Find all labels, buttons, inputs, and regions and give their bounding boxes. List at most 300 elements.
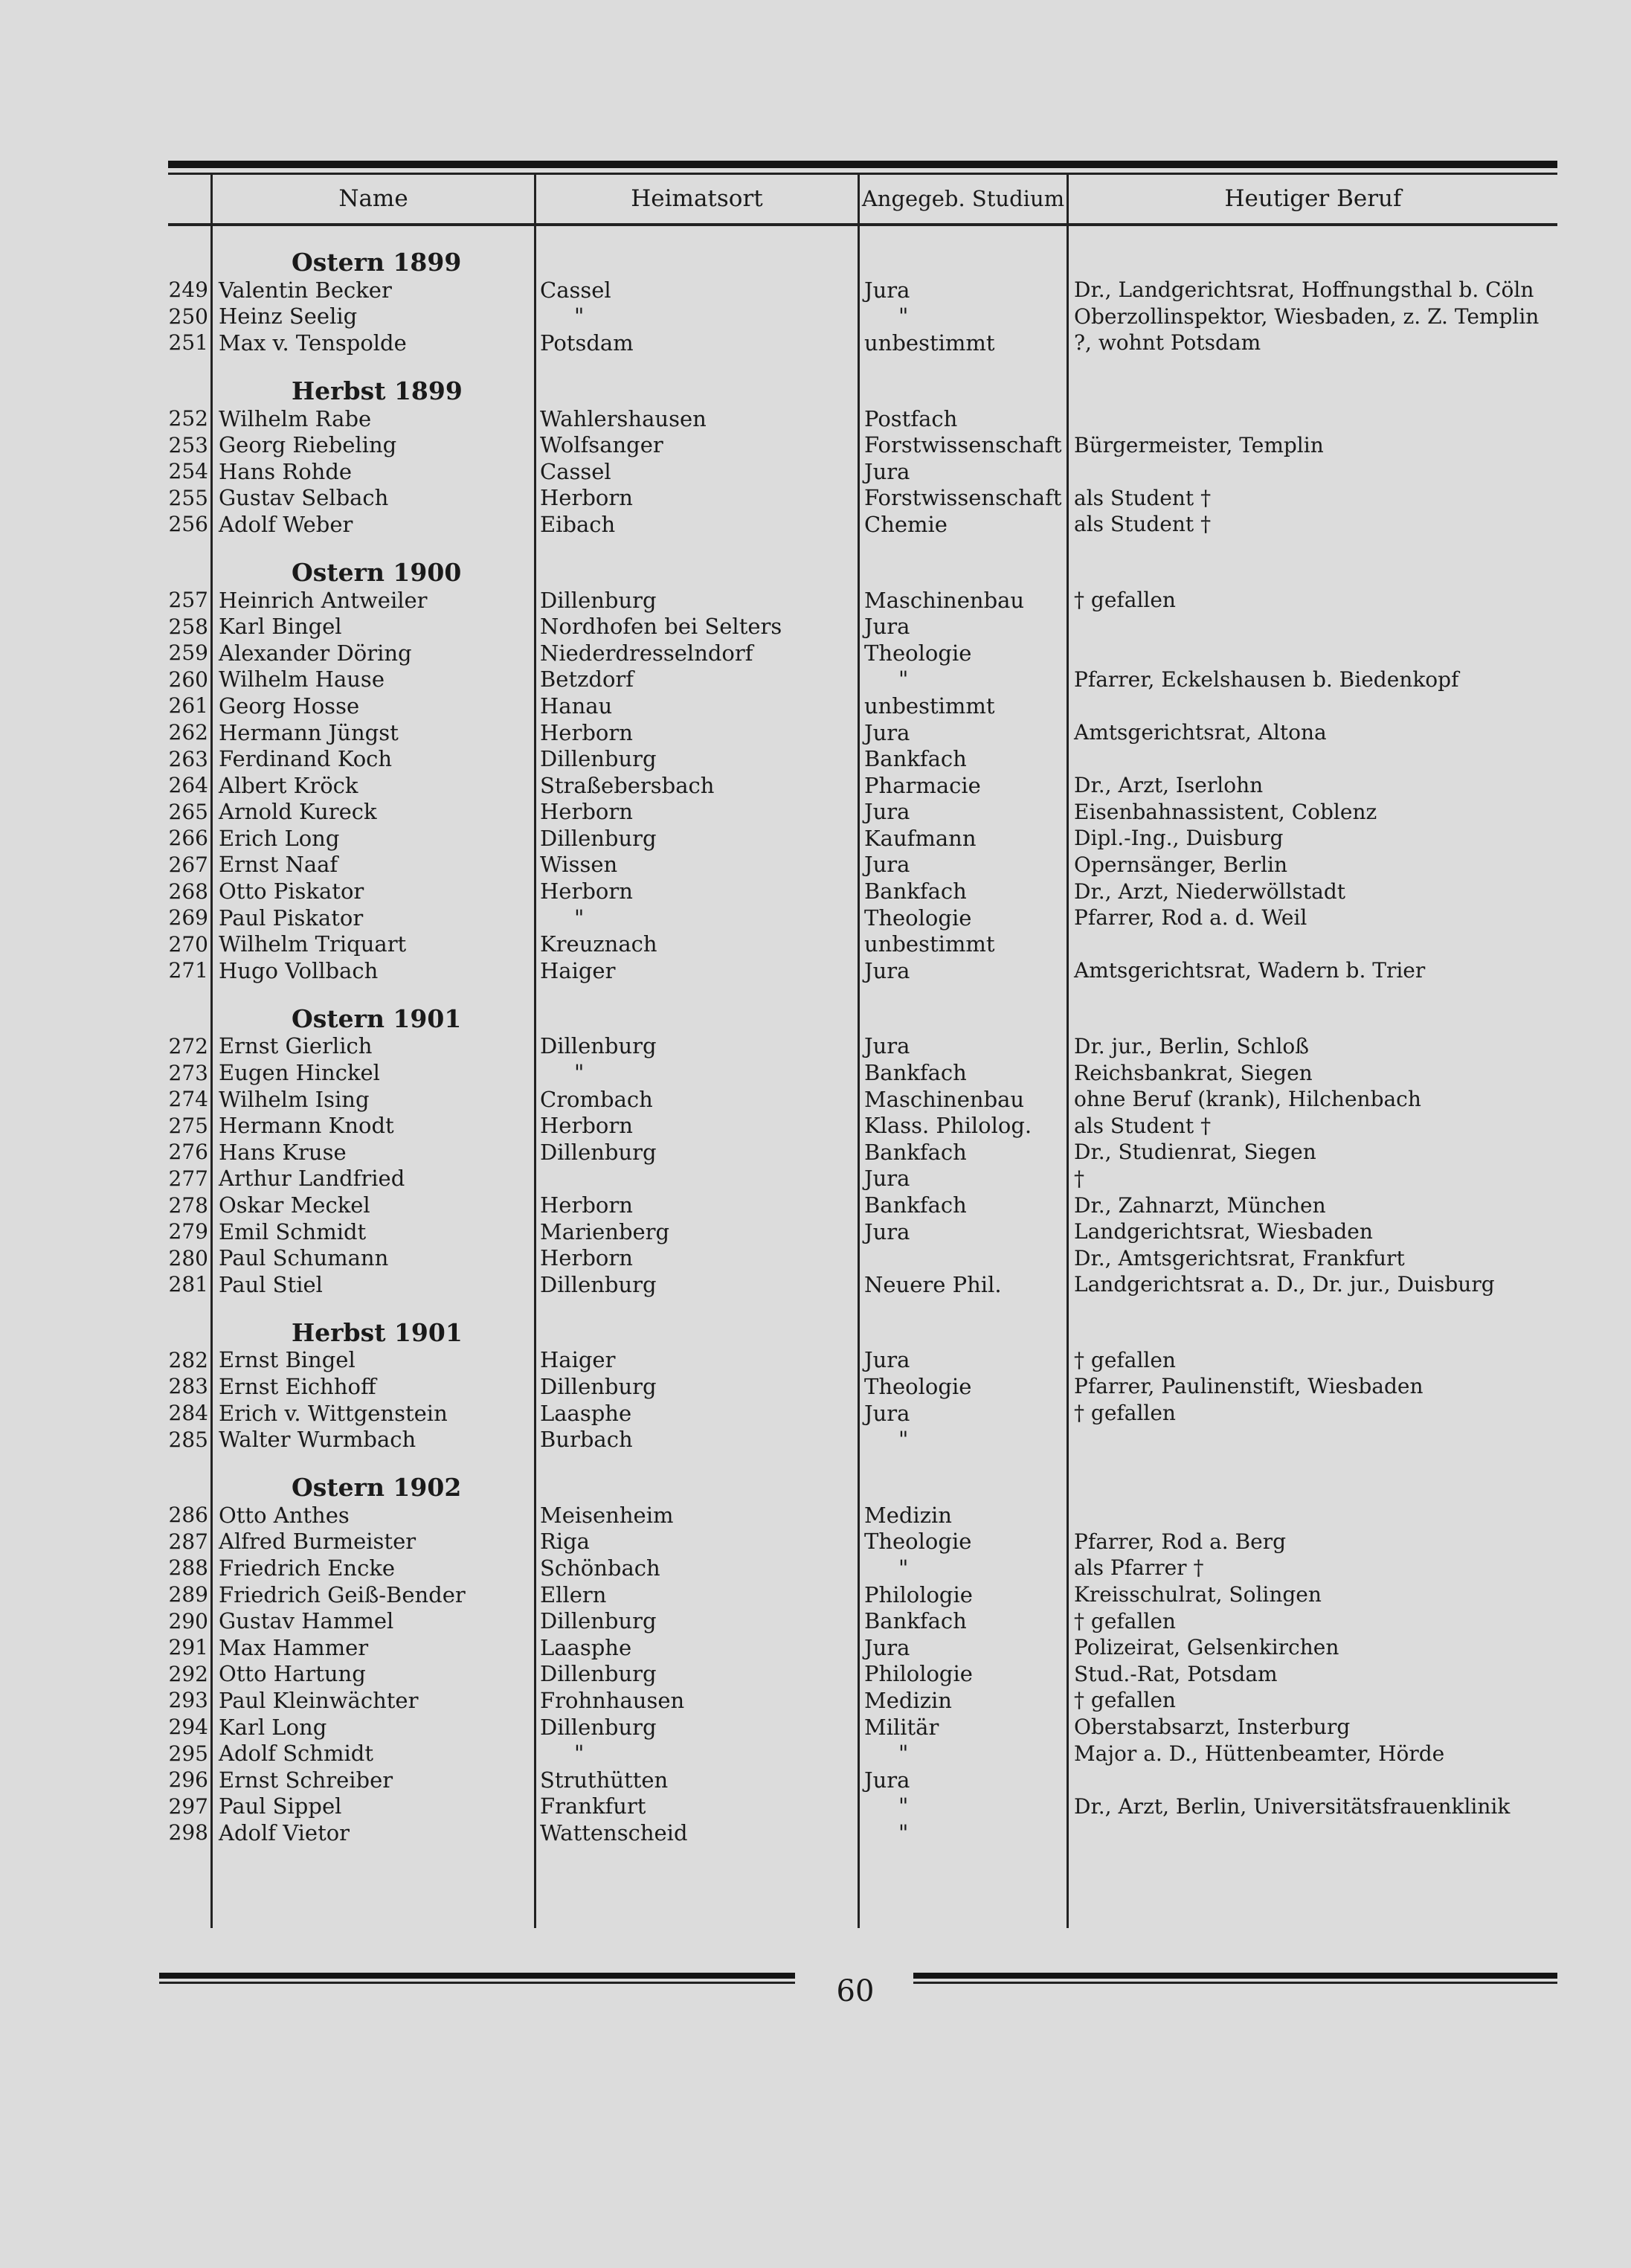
table-row bbox=[126, 931, 1562, 957]
hometown: Wissen bbox=[540, 852, 618, 878]
current-profession: Major a. D., Hüttenbeamter, Hörde bbox=[1074, 1741, 1445, 1766]
hometown: Herborn bbox=[540, 485, 633, 511]
current-profession: Oberzollinspektor, Wiesbaden, z. Z. Templin bbox=[1074, 303, 1540, 329]
row-number: 249 bbox=[168, 277, 208, 303]
field-of-study: Forstwissenschaft bbox=[864, 432, 1062, 458]
field-of-study: Jura bbox=[864, 458, 910, 484]
current-profession: Amtsgerichtsrat, Altona bbox=[1074, 720, 1327, 745]
field-of-study: Kaufmann bbox=[864, 825, 977, 851]
hometown: Dillenburg bbox=[540, 1033, 657, 1059]
current-profession: Dr., Landgerichtsrat, Hoffnungsthal b. Cöln bbox=[1074, 277, 1534, 303]
hometown: Herborn bbox=[540, 1192, 633, 1218]
table-row bbox=[126, 405, 1562, 432]
footer-rule-right-thin bbox=[913, 1982, 1557, 1984]
hometown: Dillenburg bbox=[540, 1608, 657, 1634]
table-row bbox=[126, 330, 1562, 356]
current-profession: Reichsbankrat, Siegen bbox=[1074, 1060, 1313, 1085]
field-of-study: Bankfach bbox=[864, 1192, 967, 1218]
current-profession: † gefallen bbox=[1074, 1347, 1176, 1372]
hometown: Cassel bbox=[540, 458, 611, 484]
table-row bbox=[126, 1502, 1562, 1529]
student-name: Heinrich Antweiler bbox=[219, 587, 428, 613]
hometown: Laasphe bbox=[540, 1400, 632, 1426]
student-name: Arnold Kureck bbox=[219, 799, 377, 825]
hometown: Betzdorf bbox=[540, 666, 634, 693]
table-row bbox=[126, 1373, 1562, 1400]
row-number: 273 bbox=[168, 1060, 208, 1085]
header-rule bbox=[168, 223, 1557, 226]
field-of-study: Philologie bbox=[864, 1661, 973, 1687]
footer-rule-left-thin bbox=[159, 1982, 795, 1984]
student-name: Otto Anthes bbox=[219, 1502, 350, 1528]
current-profession: Landgerichtsrat a. D., Dr. jur., Duisburg bbox=[1074, 1272, 1495, 1297]
student-name: Erich Long bbox=[219, 825, 340, 851]
row-number: 295 bbox=[168, 1741, 208, 1766]
field-of-study: Neuere Phil. bbox=[864, 1271, 1002, 1297]
field-of-study: " bbox=[898, 1741, 909, 1767]
row-number: 292 bbox=[168, 1661, 208, 1686]
student-name: Ernst Naaf bbox=[219, 852, 338, 878]
row-number: 258 bbox=[168, 614, 208, 639]
current-profession: als Student † bbox=[1074, 1113, 1212, 1138]
table-row bbox=[126, 1767, 1562, 1793]
table-row bbox=[126, 587, 1562, 614]
table-row bbox=[126, 485, 1562, 512]
student-name: Adolf Weber bbox=[219, 511, 353, 537]
section-heading: Ostern 1902 bbox=[292, 1472, 462, 1502]
field-of-study: Jura bbox=[864, 614, 910, 640]
student-name: Otto Piskator bbox=[219, 878, 364, 905]
field-of-study: Jura bbox=[864, 799, 910, 825]
hometown: Crombach bbox=[540, 1086, 653, 1112]
hometown: Herborn bbox=[540, 1245, 633, 1271]
row-number: 268 bbox=[168, 878, 208, 904]
hometown: Herborn bbox=[540, 878, 633, 905]
hometown: Herborn bbox=[540, 719, 633, 745]
student-name: Georg Riebeling bbox=[219, 432, 397, 458]
current-profession: Opernsänger, Berlin bbox=[1074, 852, 1288, 877]
current-profession: Pfarrer, Rod a. d. Weil bbox=[1074, 905, 1307, 931]
student-name: Paul Stiel bbox=[219, 1271, 323, 1297]
student-name: Wilhelm Ising bbox=[219, 1086, 370, 1112]
field-of-study: Jura bbox=[864, 1033, 910, 1059]
row-number: 288 bbox=[168, 1555, 208, 1581]
hometown: Potsdam bbox=[540, 330, 634, 356]
hometown: Dillenburg bbox=[540, 587, 657, 613]
row-number: 253 bbox=[168, 432, 208, 457]
field-of-study: Philologie bbox=[864, 1581, 973, 1607]
field-of-study: " bbox=[898, 1819, 909, 1845]
student-name: Walter Wurmbach bbox=[219, 1427, 416, 1453]
table-row bbox=[126, 1166, 1562, 1192]
hometown: Herborn bbox=[540, 799, 633, 825]
student-name: Arthur Landfried bbox=[219, 1166, 405, 1192]
row-number: 293 bbox=[168, 1688, 208, 1713]
hometown: Frankfurt bbox=[540, 1793, 646, 1819]
table-row bbox=[126, 957, 1562, 984]
footer-rule-left bbox=[159, 1973, 795, 1979]
student-name: Heinz Seelig bbox=[219, 303, 358, 330]
current-profession: Dipl.-Ing., Duisburg bbox=[1074, 826, 1284, 851]
footer-rule-right bbox=[913, 1973, 1557, 1979]
table-row bbox=[126, 640, 1562, 666]
table-row bbox=[126, 1607, 1562, 1634]
row-number: 263 bbox=[168, 746, 208, 771]
field-of-study: Bankfach bbox=[864, 1139, 967, 1165]
row-number: 284 bbox=[168, 1401, 208, 1426]
field-of-study: Militär bbox=[864, 1714, 939, 1740]
hometown: Herborn bbox=[540, 1113, 633, 1139]
student-name: Eugen Hinckel bbox=[219, 1060, 380, 1086]
row-number: 276 bbox=[168, 1140, 208, 1165]
row-number: 262 bbox=[168, 720, 208, 745]
hometown: Eibach bbox=[540, 511, 616, 537]
current-profession: ohne Beruf (krank), Hilchenbach bbox=[1074, 1087, 1421, 1112]
row-number: 266 bbox=[168, 826, 208, 851]
student-name: Hans Rohde bbox=[219, 458, 353, 484]
field-of-study: Bankfach bbox=[864, 746, 967, 772]
student-name: Emil Schmidt bbox=[219, 1218, 367, 1244]
field-of-study: Jura bbox=[864, 1767, 910, 1793]
student-table bbox=[126, 237, 1562, 1846]
row-number: 294 bbox=[168, 1715, 208, 1740]
student-name: Hermann Jüngst bbox=[219, 719, 399, 745]
field-of-study: Jura bbox=[864, 957, 910, 983]
hometown: Straßebersbach bbox=[540, 772, 715, 798]
table-row bbox=[126, 1086, 1562, 1113]
field-of-study: Chemie bbox=[864, 511, 948, 537]
table-row bbox=[126, 799, 1562, 826]
student-name: Ernst Gierlich bbox=[219, 1033, 373, 1059]
hometown: Dillenburg bbox=[540, 825, 657, 851]
table-row bbox=[126, 1400, 1562, 1427]
student-name: Paul Piskator bbox=[219, 905, 364, 931]
student-name: Alexander Döring bbox=[219, 640, 412, 666]
column-header-name: Name bbox=[338, 185, 408, 212]
current-profession: † gefallen bbox=[1074, 1608, 1176, 1633]
row-number: 252 bbox=[168, 406, 208, 431]
row-number: 282 bbox=[168, 1347, 208, 1372]
row-number: 254 bbox=[168, 459, 208, 484]
current-profession: Landgerichtsrat, Wiesbaden bbox=[1074, 1219, 1373, 1244]
row-number: 272 bbox=[168, 1033, 208, 1058]
field-of-study: Theologie bbox=[864, 905, 972, 931]
table-row bbox=[126, 825, 1562, 852]
row-number: 281 bbox=[168, 1272, 208, 1297]
table-row bbox=[126, 1634, 1562, 1661]
field-of-study: Jura bbox=[864, 1634, 910, 1660]
field-of-study: Bankfach bbox=[864, 1608, 967, 1634]
hometown: Frohnhausen bbox=[540, 1687, 685, 1713]
row-number: 291 bbox=[168, 1635, 208, 1660]
hometown: Ellern bbox=[540, 1581, 607, 1607]
student-name: Alfred Burmeister bbox=[219, 1529, 416, 1555]
field-of-study: Jura bbox=[864, 1218, 910, 1244]
current-profession: Amtsgerichtsrat, Wadern b. Trier bbox=[1074, 958, 1426, 983]
current-profession: ?, wohnt Potsdam bbox=[1074, 330, 1261, 356]
table-row bbox=[126, 1581, 1562, 1608]
hometown: Schönbach bbox=[540, 1555, 660, 1581]
row-number: 277 bbox=[168, 1166, 208, 1191]
hometown: Dillenburg bbox=[540, 1139, 657, 1165]
field-of-study: " bbox=[898, 1555, 909, 1581]
hometown: " bbox=[574, 303, 585, 330]
row-number: 283 bbox=[168, 1374, 208, 1399]
row-number: 265 bbox=[168, 799, 208, 824]
row-number: 267 bbox=[168, 852, 208, 877]
table-row bbox=[126, 745, 1562, 772]
table-row bbox=[126, 1819, 1562, 1846]
current-profession: Polizeirat, Gelsenkirchen bbox=[1074, 1635, 1339, 1660]
section-heading: Herbst 1899 bbox=[292, 376, 463, 405]
current-profession: † bbox=[1074, 1166, 1084, 1191]
student-name: Friedrich Encke bbox=[219, 1555, 396, 1581]
hometown: Nordhofen bei Selters bbox=[540, 614, 782, 640]
row-number: 257 bbox=[168, 588, 208, 613]
table-row bbox=[126, 772, 1562, 799]
row-number: 296 bbox=[168, 1767, 208, 1793]
table-row bbox=[126, 1714, 1562, 1741]
hometown: Meisenheim bbox=[540, 1502, 674, 1528]
student-name: Hermann Knodt bbox=[219, 1113, 394, 1139]
current-profession: Dr., Amtsgerichtsrat, Frankfurt bbox=[1074, 1245, 1405, 1270]
student-name: Georg Hosse bbox=[219, 693, 360, 719]
current-profession: als Student † bbox=[1074, 512, 1212, 537]
row-number: 275 bbox=[168, 1113, 208, 1138]
row-number: 280 bbox=[168, 1245, 208, 1270]
table-row bbox=[126, 303, 1562, 330]
student-name: Otto Hartung bbox=[219, 1661, 366, 1687]
current-profession: † gefallen bbox=[1074, 588, 1176, 613]
field-of-study: " bbox=[898, 303, 909, 330]
field-of-study: Jura bbox=[864, 1166, 910, 1192]
hometown: Niederdresselndorf bbox=[540, 640, 753, 666]
current-profession: Pfarrer, Rod a. Berg bbox=[1074, 1529, 1287, 1554]
hometown: " bbox=[574, 905, 585, 931]
row-number: 278 bbox=[168, 1192, 208, 1218]
current-profession: † gefallen bbox=[1074, 1401, 1176, 1426]
row-number: 289 bbox=[168, 1582, 208, 1607]
field-of-study: Maschinenbau bbox=[864, 587, 1025, 613]
current-profession: Dr., Arzt, Iserlohn bbox=[1074, 773, 1264, 798]
table-row bbox=[126, 1740, 1562, 1767]
field-of-study: Jura bbox=[864, 1347, 910, 1373]
table-row bbox=[126, 905, 1562, 931]
student-name: Gustav Selbach bbox=[219, 485, 389, 511]
row-number: 260 bbox=[168, 666, 208, 692]
table-row bbox=[126, 277, 1562, 303]
student-name: Wilhelm Triquart bbox=[219, 931, 407, 957]
row-number: 286 bbox=[168, 1503, 208, 1528]
student-name: Friedrich Geiß-Bender bbox=[219, 1581, 466, 1607]
table-row bbox=[126, 1218, 1562, 1245]
hometown: " bbox=[574, 1060, 585, 1086]
student-name: Erich v. Wittgenstein bbox=[219, 1400, 448, 1426]
student-name: Karl Bingel bbox=[219, 614, 342, 640]
current-profession: Pfarrer, Paulinenstift, Wiesbaden bbox=[1074, 1374, 1423, 1399]
table-row bbox=[126, 431, 1562, 458]
field-of-study: Theologie bbox=[864, 1373, 972, 1399]
hometown: Kreuznach bbox=[540, 931, 657, 957]
hometown: Wolfsanger bbox=[540, 432, 663, 458]
hometown: Struthütten bbox=[540, 1767, 669, 1793]
table-row bbox=[126, 1059, 1562, 1086]
field-of-study: Theologie bbox=[864, 640, 972, 666]
row-number: 256 bbox=[168, 512, 208, 537]
student-name: Paul Schumann bbox=[219, 1245, 389, 1271]
student-name: Valentin Becker bbox=[219, 277, 392, 303]
field-of-study: Jura bbox=[864, 719, 910, 745]
table-row bbox=[126, 719, 1562, 746]
top-rule-thin bbox=[168, 173, 1557, 175]
hometown: Hanau bbox=[540, 693, 613, 719]
field-of-study: " bbox=[898, 1793, 909, 1819]
current-profession: Dr., Studienrat, Siegen bbox=[1074, 1140, 1316, 1165]
current-profession: Dr. jur., Berlin, Schloß bbox=[1074, 1033, 1309, 1058]
row-number: 250 bbox=[168, 303, 208, 329]
field-of-study: Klass. Philolog. bbox=[864, 1113, 1032, 1139]
current-profession: Dr., Arzt, Niederwöllstadt bbox=[1074, 878, 1345, 904]
row-number: 271 bbox=[168, 958, 208, 983]
field-of-study: Jura bbox=[864, 277, 910, 303]
field-of-study: Pharmacie bbox=[864, 772, 981, 798]
row-number: 259 bbox=[168, 640, 208, 666]
current-profession: Stud.-Rat, Potsdam bbox=[1074, 1661, 1278, 1686]
field-of-study: Jura bbox=[864, 1400, 910, 1426]
current-profession: als Pfarrer † bbox=[1074, 1555, 1204, 1581]
student-name: Adolf Schmidt bbox=[219, 1741, 373, 1767]
student-name: Ferdinand Koch bbox=[219, 746, 393, 772]
current-profession: Bürgermeister, Templin bbox=[1074, 432, 1324, 457]
hometown: Dillenburg bbox=[540, 1373, 657, 1399]
hometown: Cassel bbox=[540, 277, 611, 303]
current-profession: Dr., Arzt, Berlin, Universitätsfrauenklinik bbox=[1074, 1793, 1511, 1819]
table-row bbox=[126, 1529, 1562, 1555]
row-number: 255 bbox=[168, 485, 208, 510]
field-of-study: Maschinenbau bbox=[864, 1086, 1025, 1112]
field-of-study: unbestimmt bbox=[864, 931, 995, 957]
student-name: Ernst Eichhoff bbox=[219, 1373, 376, 1399]
hometown: Dillenburg bbox=[540, 1714, 657, 1740]
student-name: Albert Kröck bbox=[219, 772, 358, 798]
hometown: Marienberg bbox=[540, 1218, 670, 1244]
section-heading: Ostern 1901 bbox=[292, 1003, 462, 1033]
hometown: " bbox=[574, 1741, 585, 1767]
field-of-study: Forstwissenschaft bbox=[864, 485, 1062, 511]
table-row bbox=[126, 1347, 1562, 1374]
section-heading: Herbst 1901 bbox=[292, 1317, 463, 1347]
row-number: 264 bbox=[168, 773, 208, 798]
row-number: 290 bbox=[168, 1608, 208, 1633]
current-profession: Pfarrer, Eckelshausen b. Biedenkopf bbox=[1074, 666, 1459, 692]
row-number: 298 bbox=[168, 1820, 208, 1845]
current-profession: Eisenbahnassistent, Coblenz bbox=[1074, 799, 1377, 824]
table-row bbox=[126, 1244, 1562, 1271]
student-name: Oskar Meckel bbox=[219, 1192, 370, 1218]
table-row bbox=[126, 1033, 1562, 1060]
row-number: 269 bbox=[168, 905, 208, 931]
row-number: 297 bbox=[168, 1793, 208, 1819]
field-of-study: Medizin bbox=[864, 1687, 952, 1713]
hometown: Wattenscheid bbox=[540, 1819, 688, 1845]
page-number: 60 bbox=[836, 1974, 875, 2008]
section-heading: Ostern 1899 bbox=[292, 248, 462, 277]
field-of-study: unbestimmt bbox=[864, 330, 995, 356]
hometown: Haiger bbox=[540, 1347, 616, 1373]
table-row bbox=[126, 1661, 1562, 1688]
hometown: Dillenburg bbox=[540, 746, 657, 772]
table-row bbox=[126, 511, 1562, 538]
field-of-study: Bankfach bbox=[864, 878, 967, 905]
row-number: 287 bbox=[168, 1529, 208, 1554]
student-name: Ernst Schreiber bbox=[219, 1767, 393, 1793]
field-of-study: Postfach bbox=[864, 405, 958, 431]
hometown: Riga bbox=[540, 1529, 590, 1555]
table-row bbox=[126, 1426, 1562, 1453]
table-row bbox=[126, 1555, 1562, 1581]
table-row bbox=[126, 666, 1562, 693]
row-number: 261 bbox=[168, 693, 208, 719]
row-number: 251 bbox=[168, 330, 208, 356]
hometown: Laasphe bbox=[540, 1634, 632, 1660]
row-number: 270 bbox=[168, 931, 208, 957]
student-name: Karl Long bbox=[219, 1714, 327, 1740]
student-name: Hugo Vollbach bbox=[219, 957, 379, 983]
student-name: Ernst Bingel bbox=[219, 1347, 356, 1373]
table-row bbox=[126, 1793, 1562, 1820]
student-name: Max Hammer bbox=[219, 1634, 369, 1660]
field-of-study: unbestimmt bbox=[864, 693, 995, 719]
field-of-study: Bankfach bbox=[864, 1060, 967, 1086]
field-of-study: " bbox=[898, 1427, 909, 1453]
table-row bbox=[126, 1139, 1562, 1166]
student-name: Gustav Hammel bbox=[219, 1608, 394, 1634]
current-profession: † gefallen bbox=[1074, 1688, 1176, 1713]
current-profession: als Student † bbox=[1074, 485, 1212, 510]
field-of-study: Medizin bbox=[864, 1502, 952, 1528]
student-name: Adolf Vietor bbox=[219, 1819, 350, 1845]
student-name: Wilhelm Hause bbox=[219, 666, 385, 693]
table-row bbox=[126, 458, 1562, 485]
student-name: Paul Sippel bbox=[219, 1793, 342, 1819]
top-rule bbox=[168, 161, 1557, 168]
student-name: Wilhelm Rabe bbox=[219, 405, 372, 431]
hometown: Dillenburg bbox=[540, 1271, 657, 1297]
row-number: 279 bbox=[168, 1219, 208, 1244]
column-header-studium: Angegeb. Studium bbox=[861, 186, 1065, 211]
hometown: Dillenburg bbox=[540, 1661, 657, 1687]
field-of-study: " bbox=[898, 666, 909, 693]
table-row bbox=[126, 878, 1562, 905]
field-of-study: Jura bbox=[864, 852, 910, 878]
field-of-study: Theologie bbox=[864, 1529, 972, 1555]
table-row bbox=[126, 852, 1562, 878]
current-profession: Oberstabsarzt, Insterburg bbox=[1074, 1715, 1351, 1740]
table-row bbox=[126, 1192, 1562, 1218]
table-row bbox=[126, 1687, 1562, 1714]
section-heading: Ostern 1900 bbox=[292, 557, 462, 587]
student-name: Hans Kruse bbox=[219, 1139, 347, 1165]
column-header-beruf: Heutiger Beruf bbox=[1224, 185, 1402, 212]
hometown: Burbach bbox=[540, 1427, 633, 1453]
table-row bbox=[126, 693, 1562, 719]
current-profession: Dr., Zahnarzt, München bbox=[1074, 1192, 1326, 1218]
table-row bbox=[126, 1271, 1562, 1298]
hometown: Wahlershausen bbox=[540, 405, 707, 431]
row-number: 285 bbox=[168, 1427, 208, 1452]
hometown: Haiger bbox=[540, 957, 616, 983]
column-header-heimatsort: Heimatsort bbox=[631, 185, 763, 212]
